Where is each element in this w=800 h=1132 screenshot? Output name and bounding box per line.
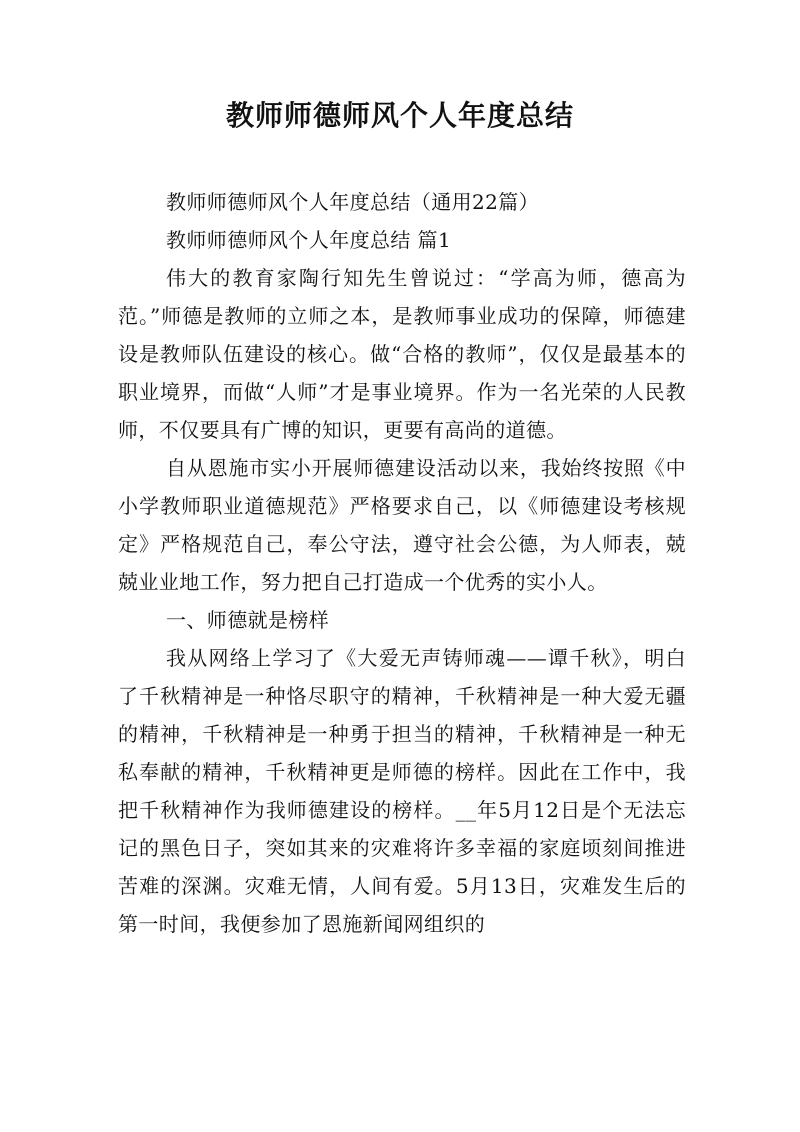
- section-heading: 一、师德就是榜样: [166, 608, 330, 632]
- section-heading: 教师师德师风个人年度总结 篇1: [166, 228, 452, 252]
- body-paragraph: 自从恩施市实小开展师德建设活动以来，我始终按照《中小学教师职业道德规范》严格要求自己，以《师德建设考核规定》严格规范自己，奉公守法，遵守社会公德，为人师表，兢兢业业地工作，努力把自己打造成一个优秀的实小人。: [118, 456, 686, 594]
- subtitle-paragraph: 教师师德师风个人年度总结（通用22篇）: [166, 190, 540, 214]
- document-body: [118, 183, 686, 943]
- body-paragraph: 伟大的教育家陶行知先生曾说过：“学高为师，德高为范。”师德是教师的立师之本，是教师事业成功的保障，师德建设是教师队伍建设的核心。做“合格的教师”，仅仅是最基本的职业境界，而做“人师”才是事业境界。作为一名光荣的人民教师，不仅要具有广博的知识，更要有高尚的道德。: [118, 266, 686, 442]
- document-title: 教师师德师风个人年度总结: [225, 99, 574, 132]
- body-paragraph: 我从网络上学习了《大爱无声铸师魂——谭千秋》，明白了千秋精神是一种恪尽职守的精神，千秋精神是一种大爱无疆的精神，千秋精神是一种勇于担当的精神，千秋精神是一种无私奉献的精神，千秋精神更是师德的榜样。因此在工作中，我把千秋精神作为我师德建设的榜样。__年5月12日是个无法忘记的黑色日子，突如其来的灾难将许多幸福的家庭顷刻间推进苦难的深渊。灾难无情，人间有爱。5月13日，灾难发生后的第一时间，我便参加了恩施新闻网组织的: [118, 646, 686, 936]
